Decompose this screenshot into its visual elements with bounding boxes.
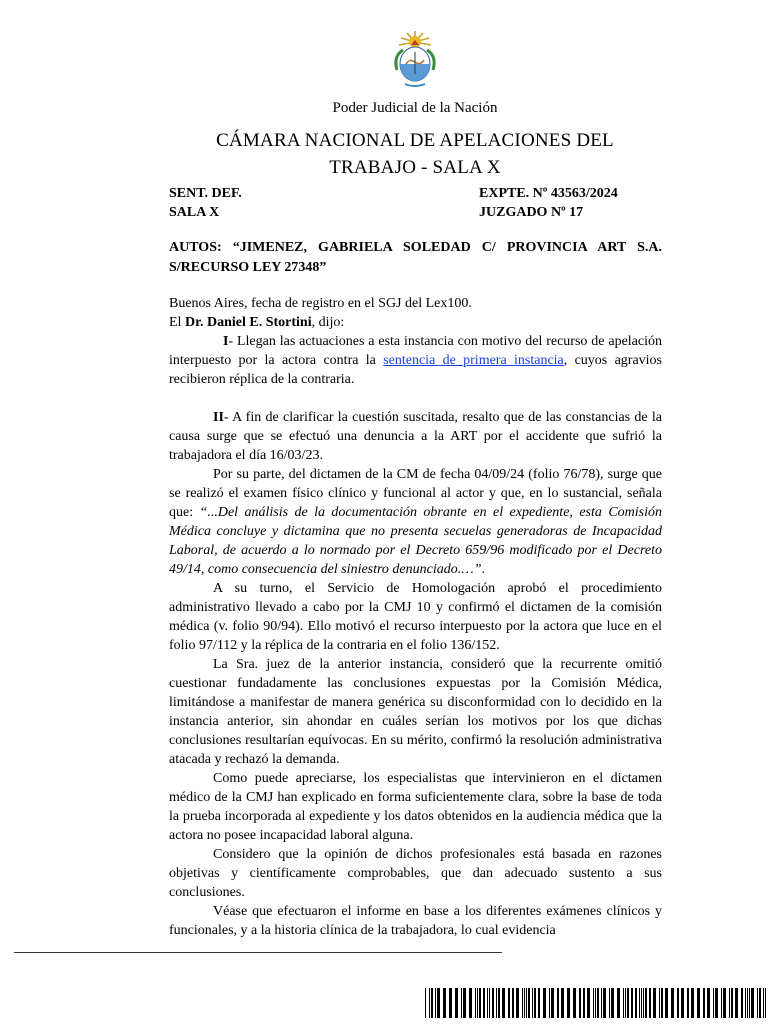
paragraph-6: Como puede apreciarse, los especialistas que intervinieron en el dictamen médico de la CMJ han explicado en forma suficientemente clara, sobre la base de toda la prueba incorporada al expediente y los datos obtenidos en la audiencia médica que la actora no posee incapacidad laboral alguna.	[169, 771, 662, 843]
footnote-separator	[14, 952, 502, 953]
paragraph-7: Considero que la opinión de dichos profesionales está basada en razones objetivas y científicamente comprobables, que dan adecuado sustento a sus conclusiones.	[169, 847, 662, 900]
organization-name: Poder Judicial de la Nación	[332, 100, 498, 116]
paragraph-4: A su turno, el Servicio de Homologación aprobó el procedimiento administrativo llevado a cabo por la CMJ 10 y confirmó el dictamen de la comisión médica (v. folio 90/94). Ello motivó el recurso interpuesto por la actora que luce en el folio 97/112 y la réplica de la contraria en el folio 136/152.	[169, 581, 662, 653]
coat-of-arms-seal	[389, 30, 441, 88]
section-number-2: II	[213, 410, 224, 425]
medical-commission-quote: “...Del análisis de la documentación obrante en el expediente, esta Comisión Médica concluye y dictamina que no presenta secuelas generadoras de Incapacidad Laboral, de acuerdo a lo normado por el Decreto 659/96 modificado por el Decreto 49/14, como consecuencia del siniestro denunciado.…”	[169, 505, 662, 577]
section-number-1: I	[223, 334, 229, 349]
sentence-type: SENT. DEF.	[169, 186, 242, 201]
document-body	[169, 294, 662, 940]
document-barcode	[423, 988, 768, 1018]
date-line: Buenos Aires, fecha de registro en el SGJ del Lex100.	[169, 296, 472, 311]
case-file-number: EXPTE. Nº 43563/2024	[479, 186, 618, 201]
first-instance-ruling-link[interactable]: sentencia de primera instancia	[383, 353, 564, 368]
paragraph-2: II- A fin de clarificar la cuestión suscitada, resalto que de las constancias de la causa surge que se efectuó una denuncia a la ART por el accidente que sufrió la trabajadora el día 16/03/23.	[169, 410, 662, 463]
judge-line: El Dr. Daniel E. Stortini, dijo:	[169, 315, 345, 330]
chamber-title-line2: TRABAJO - SALA X	[329, 157, 501, 178]
paragraph-1: I- Llegan las actuaciones a esta instancia con motivo del recurso de apelación interpuesto por la actora contra la sentencia de primera instancia, cuyos agravios recibieron réplica de la contraria.	[169, 334, 663, 387]
paragraph-5: La Sra. juez de la anterior instancia, consideró que la recurrente omitió cuestionar fundadamente las conclusiones expuestas por la Comisión Médica, limitándose a manifestar de manera genérica su disconformidad con lo decidido en la instancia anterior, sin ahondar en cuáles serían los motivos por los que dichas conclusiones resultarían equívocas. En su mérito, confirmó la resolución administrativa atacada y rechazó la demanda.	[169, 657, 662, 767]
court-number: JUZGADO Nº 17	[479, 205, 584, 220]
judge-name: Dr. Daniel E. Stortini	[184, 315, 312, 330]
sala-label: SALA X	[169, 205, 220, 220]
paragraph-3: Por su parte, del dictamen de la CM de fecha 04/09/24 (folio 76/78), surge que se realizó el examen físico clínico y funcional al actor y que, en lo sustancial, señala que: “...Del análisis de la documentación obrante en el expediente, esta Comisión Médica concluye y dictamina que no presenta secuelas generadoras de Incapacidad Laboral, de acuerdo a lo normado por el Decreto 659/96 modificado por el Decreto 49/14, como consecuencia del siniestro denunciado.…”.	[169, 467, 662, 577]
chamber-title-line1: CÁMARA NACIONAL DE APELACIONES DEL	[216, 130, 614, 151]
paragraph-8: Véase que efectuaron el informe en base a los diferentes exámenes clínicos y funcionales, y a la historia clínica de la trabajadora, lo cual evidencia	[169, 904, 662, 938]
case-caption: AUTOS: “JIMENEZ, GABRIELA SOLEDAD C/ PROVINCIA ART S.A. S/RECURSO LEY 27348”	[169, 240, 662, 275]
